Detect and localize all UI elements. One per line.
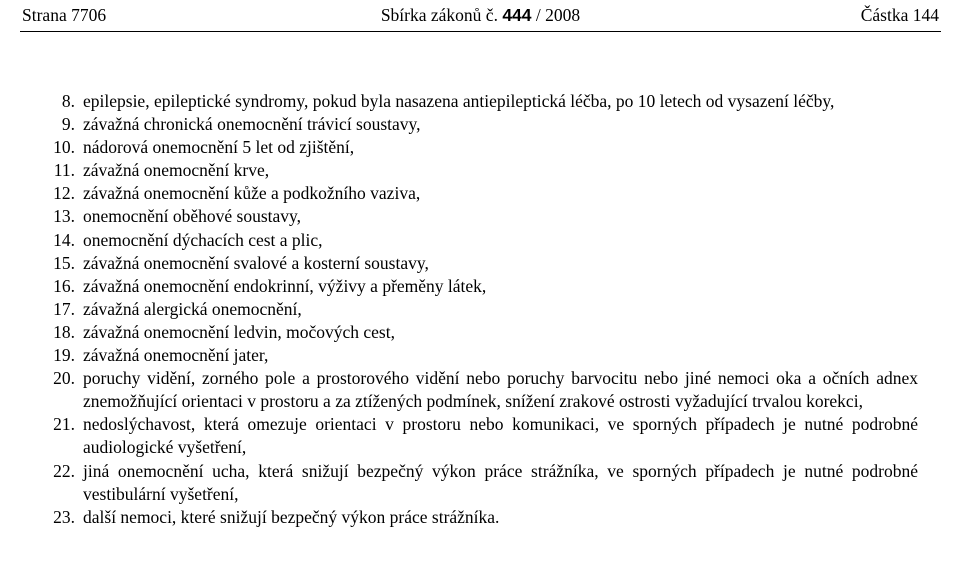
list-item <box>22 90 918 113</box>
item-text: závažná onemocnění ledvin, močových cest, <box>83 321 395 342</box>
list-item <box>22 205 918 228</box>
item-text: nádorová onemocnění 5 let od zjištění, <box>83 137 355 158</box>
collection-reference <box>22 3 939 27</box>
item-text: závažná onemocnění svalové a kosterní soustavy, <box>83 252 429 273</box>
item-text: epilepsie, epileptické syndromy, pokud byla nasazena antiepileptická léčba, po 10 letech od vysazení léčby, <box>83 91 835 111</box>
item-text: jiná onemocnění ucha, která snižují bezpečný výkon práce strážníka, ve sporných případech je nutné podrobné vestibulární vyšetření, <box>83 460 918 504</box>
issue-number: Částka 144 <box>860 5 939 25</box>
page-header <box>22 3 939 29</box>
page-number: Strana 7706 <box>22 5 107 25</box>
list-item <box>22 298 918 321</box>
list-item <box>22 113 918 136</box>
item-number: 20. <box>53 368 75 389</box>
item-number: 19. <box>53 345 75 366</box>
list-item <box>22 182 918 205</box>
list-item <box>22 321 918 344</box>
item-number: 10. <box>53 137 75 158</box>
list-item <box>22 159 918 182</box>
header-divider <box>20 31 941 32</box>
list-item <box>22 252 918 275</box>
item-number: 16. <box>53 275 75 296</box>
item-text: závažná onemocnění endokrinní, výživy a přeměny látek, <box>83 275 487 296</box>
item-text: další nemoci, které snižují bezpečný výkon práce strážníka. <box>83 506 500 527</box>
law-year: / 2008 <box>535 5 581 25</box>
item-text: onemocnění dýchacích cest a plic, <box>83 229 323 250</box>
item-number: 21. <box>53 414 75 435</box>
list-item <box>22 367 918 413</box>
list-item <box>22 136 918 159</box>
item-text: závažná onemocnění krve, <box>83 160 270 181</box>
item-number: 15. <box>53 252 75 273</box>
item-text: poruchy vidění, zorného pole a prostorového vidění nebo poruchy barvocitu nebo jiné nemoci oka a očních adnex znemožňující orientaci v prostoru a za ztížených podmínek, snížení zrakové ostrosti vyžadující trvalou korekci, <box>83 368 918 412</box>
item-text: závažná onemocnění jater, <box>83 345 269 366</box>
collection-prefix: Sbírka zákonů č. <box>380 5 498 25</box>
item-text: onemocnění oběhové soustavy, <box>83 206 302 227</box>
law-number: 444 <box>502 5 532 25</box>
item-number: 12. <box>53 183 75 204</box>
item-number: 13. <box>53 206 75 227</box>
item-text: nedoslýchavost, která omezuje orientaci v prostoru nebo komunikaci, ve sporných případech je nutné podrobné audiologické vyšetření, <box>83 414 918 458</box>
list-item <box>22 506 918 529</box>
item-text: závažná onemocnění kůže a podkožního vaziva, <box>83 183 421 204</box>
item-number: 8. <box>61 91 75 111</box>
condition-list <box>22 90 918 529</box>
item-number: 23. <box>53 506 75 527</box>
item-number: 9. <box>61 114 75 135</box>
list-item <box>22 344 918 367</box>
item-text: závažná chronická onemocnění trávicí soustavy, <box>83 114 421 135</box>
list-item <box>22 229 918 252</box>
item-text: závažná alergická onemocnění, <box>83 298 302 319</box>
list-item <box>22 275 918 298</box>
item-number: 17. <box>53 298 75 319</box>
item-number: 22. <box>53 460 75 481</box>
item-number: 18. <box>53 321 75 342</box>
item-number: 14. <box>53 229 75 250</box>
list-item <box>22 413 918 459</box>
list-item <box>22 460 918 506</box>
item-number: 11. <box>53 160 75 181</box>
